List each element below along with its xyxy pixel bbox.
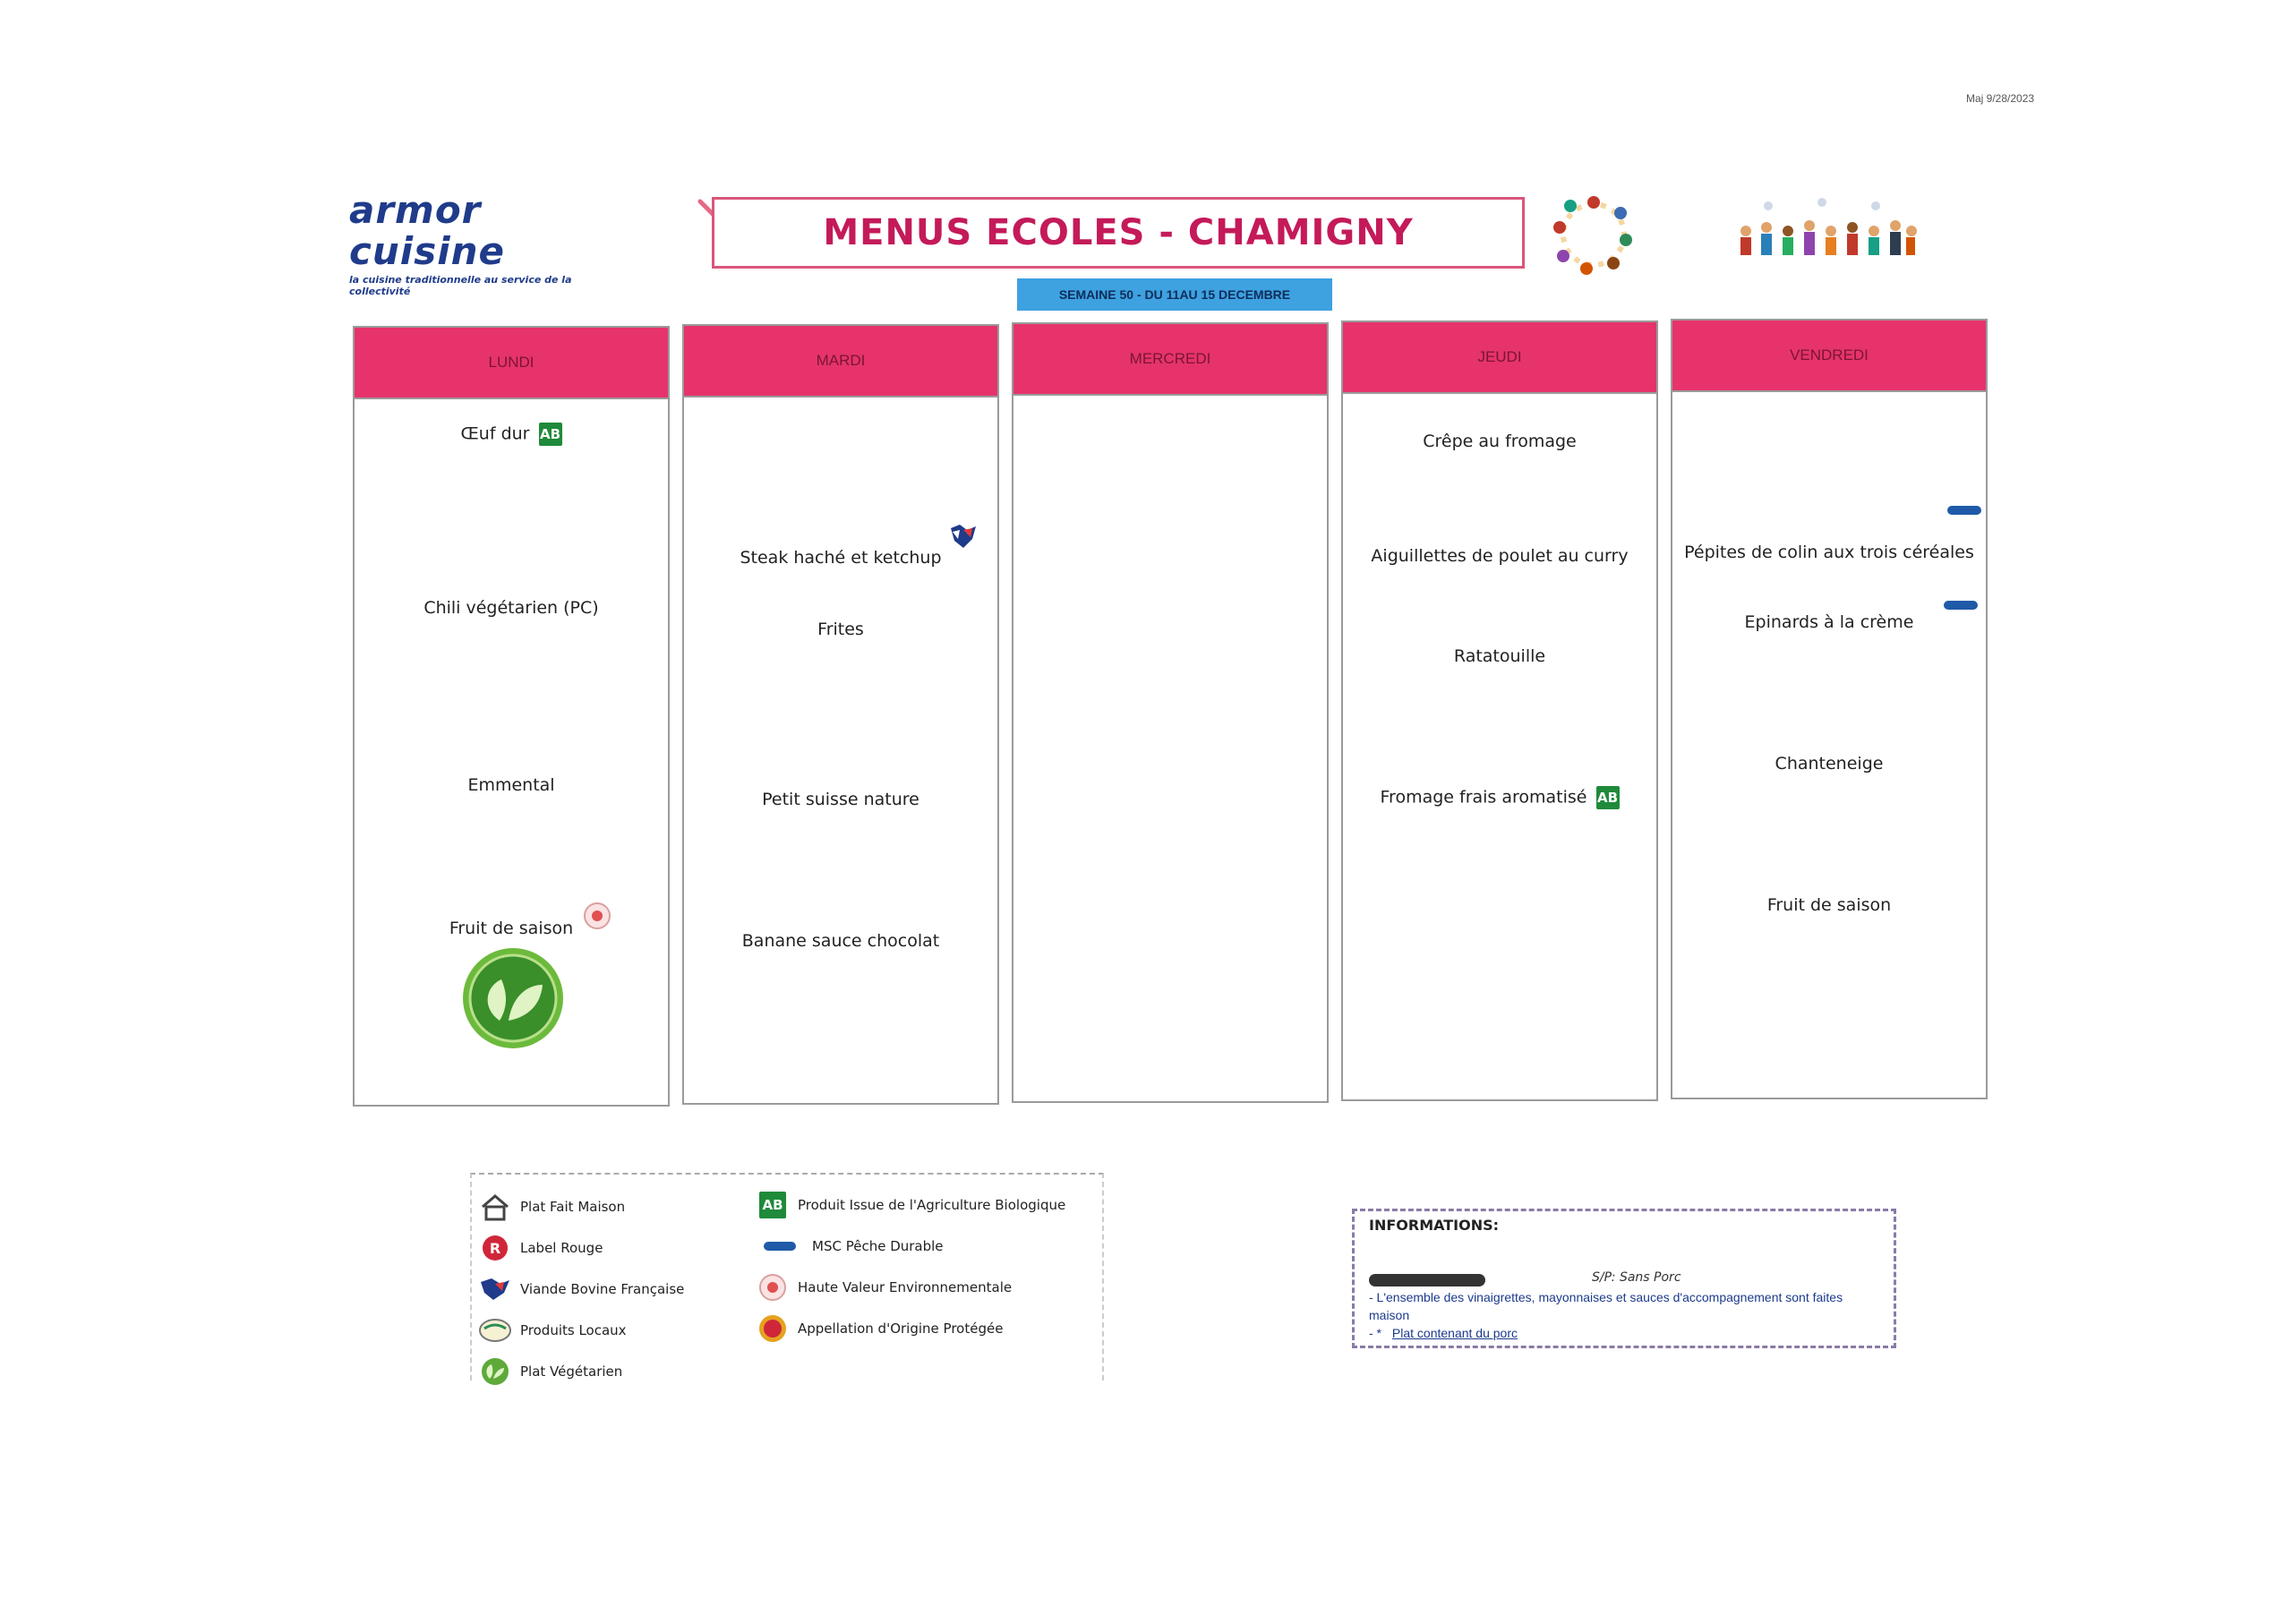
- legend-item: AB Produit Issue de l'Agriculture Biologique: [755, 1189, 1065, 1221]
- information-box: [1352, 1209, 1896, 1348]
- menu-item: Œuf dur AB: [355, 423, 668, 446]
- day-column-jeudi: [1341, 321, 1658, 1101]
- svg-text:R: R: [489, 1240, 501, 1257]
- bio-ab-icon: AB: [1596, 786, 1620, 809]
- local-products-icon: [477, 1314, 513, 1346]
- menu-item: Aiguillettes de poulet au curry: [1371, 546, 1629, 566]
- children-circle-illustration: [1540, 190, 1647, 279]
- hve-icon: [755, 1271, 791, 1303]
- menu-item: Epinards à la crème: [1744, 612, 1914, 632]
- children-row-illustration: [1732, 195, 1920, 271]
- french-beef-icon: [947, 521, 979, 551]
- title-box: [712, 197, 1525, 269]
- redacted-text: [1369, 1274, 1485, 1286]
- day-header-jeudi: JEUDI: [1343, 322, 1656, 394]
- fish-msc-icon: [1946, 503, 1982, 517]
- legend-item: Plat Fait Maison: [477, 1191, 625, 1223]
- menu-item: Fruit de saison: [449, 919, 574, 938]
- page-title: MENUS ECOLES - CHAMIGNY: [823, 212, 1414, 253]
- legend-item: Plat Végétarien: [477, 1355, 622, 1388]
- house-icon: [477, 1191, 513, 1223]
- aop-icon: [755, 1312, 791, 1345]
- menu-item: Ratatouille: [1453, 646, 1546, 666]
- day-column-vendredi: [1671, 319, 1988, 1099]
- update-date: Maj 9/28/2023: [1966, 92, 2035, 105]
- bio-ab-icon: AB: [539, 423, 562, 446]
- vegetarian-icon: [455, 945, 571, 1051]
- legend-item: Viande Bovine Française: [477, 1273, 684, 1305]
- info-line-porc: - * Plat contenant du porc: [1369, 1326, 1518, 1340]
- fish-msc-icon: [1943, 598, 1979, 612]
- day-column-mardi: [682, 324, 999, 1105]
- hve-icon: [582, 901, 612, 931]
- day-header-lundi: LUNDI: [355, 328, 668, 399]
- legend-box: [470, 1173, 1104, 1380]
- label-rouge-icon: [477, 1232, 513, 1264]
- vegetarian-icon: [477, 1355, 513, 1388]
- fish-msc-icon: [755, 1230, 805, 1262]
- legend-item: R Label Rouge: [477, 1232, 603, 1264]
- menu-item: Fromage frais aromatisé AB: [1343, 786, 1656, 809]
- logo-tagline: la cuisine traditionnelle au service de la collectivité: [349, 274, 572, 297]
- menu-item: Frites: [817, 620, 864, 639]
- logo-name: armor cuisine: [349, 188, 505, 273]
- info-title: INFORMATIONS:: [1369, 1217, 1500, 1234]
- day-header-mardi: MARDI: [684, 326, 997, 397]
- week-banner: SEMAINE 50 - DU 11AU 15 DECEMBRE: [1017, 278, 1332, 311]
- legend-item: MSC Pêche Durable: [755, 1230, 944, 1262]
- bio-ab-icon: AB: [755, 1189, 791, 1221]
- menu-item: Chanteneige: [1775, 754, 1884, 774]
- info-line-sauces-cont: maison: [1369, 1308, 1410, 1322]
- legend-item: Produits Locaux: [477, 1314, 627, 1346]
- info-line-sauces: - L'ensemble des vinaigrettes, mayonnaises et sauces d'accompagnement sont faites: [1369, 1290, 1843, 1304]
- armor-cuisine-logo: [349, 188, 636, 297]
- menu-item: Steak haché et ketchup: [740, 548, 942, 568]
- menu-item: Fruit de saison: [1766, 895, 1892, 915]
- day-header-mercredi: MERCREDI: [1013, 324, 1327, 396]
- info-sans-porc: S/P: Sans Porc: [1592, 1270, 1681, 1285]
- menu-item: Crêpe au fromage: [1423, 432, 1577, 451]
- menu-item: Chili végétarien (PC): [423, 598, 599, 618]
- menu-item: Pépites de colin aux trois céréales: [1684, 543, 1974, 562]
- day-header-vendredi: VENDREDI: [1672, 321, 1986, 392]
- menu-item: Banane sauce chocolat: [741, 931, 940, 951]
- day-column-lundi: [353, 326, 670, 1107]
- legend-item: Appellation d'Origine Protégée: [755, 1312, 1003, 1345]
- menu-item: Emmental: [467, 775, 555, 795]
- french-beef-icon: [477, 1273, 513, 1305]
- menu-item: Petit suisse nature: [762, 790, 919, 809]
- legend-item: Haute Valeur Environnementale: [755, 1271, 1012, 1303]
- day-column-mercredi: [1012, 322, 1329, 1103]
